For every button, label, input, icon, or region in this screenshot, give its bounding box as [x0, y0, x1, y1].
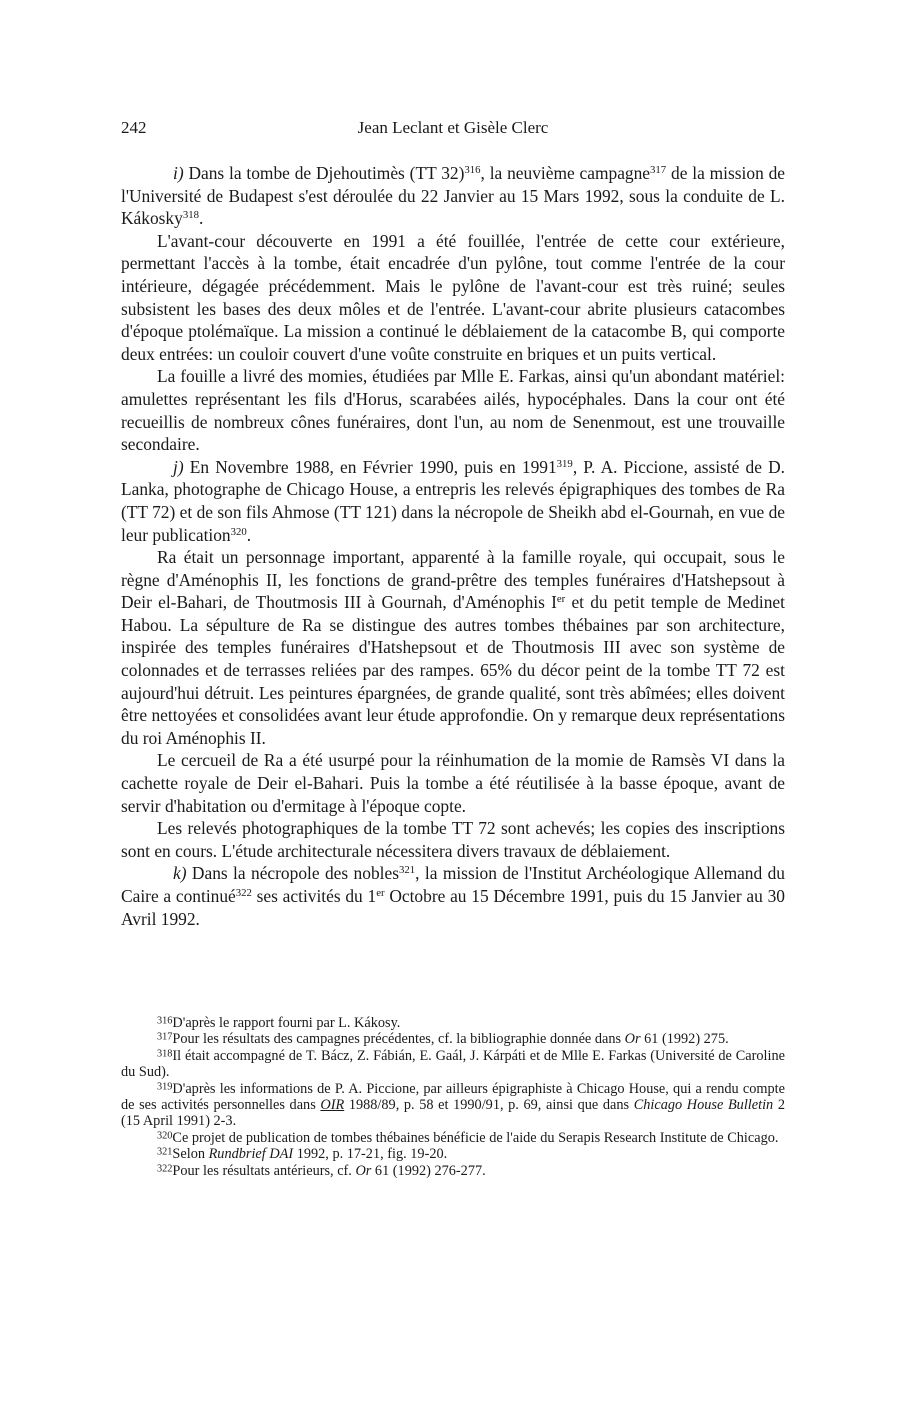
footnote-318: $^{318}$Il était accompagné de T. Bácz, Z. Fábián, E. Gaál, J. Kárpáti et de Mlle E. Farkas (Université de Caroline du Sud).	[121, 1047, 785, 1081]
paragraph-k: k) Dans la nécropole des nobles$^{321}$, la mission de l'Institut Archéologique Allemand du Caire a continué$^{322}$ ses activités du 1er Octobre au 15 Décembre 1991, puis du 15 Janvier au 30 Avril 1992.	[121, 863, 785, 929]
footnote-number: 321	[157, 1146, 173, 1158]
paragraph-j: j) En Novembre 1988, en Février 1990, puis en 1991$^{319}$, P. A. Piccione, assisté de D. Lanka, photographe de Chicago House, a entrepris les relevés épigraphiques des tombes de Ra (TT 72) et de son fils Ahmose (TT 121) dans la nécropole de Sheikh abd el-Gournah, en vue de leur publication$^{320}$.	[121, 456, 785, 545]
item-marker: k)	[173, 863, 187, 884]
footnote-number: 319	[157, 1081, 173, 1093]
footnote-number: 317	[157, 1031, 173, 1043]
paragraph: L'avant-cour découverte en 1991 a été fouillée, l'entrée de cette cour extérieure, permettant l'accès à la tombe, était encadrée d'un pylône, tout comme l'entrée de la cour intérieure, dégagée précédemment. Mais le pylône de l'avant-cour est très ruiné; seules subsistent les bases des deux môles et de l'entrée. L'avant-cour abrite plusieurs catacombes d'époque ptolémaïque. La mission a continué le déblaiement de la catacombe B, qui comporte deux entrées: un couloir couvert d'une voûte construite en briques et un puits vertical.	[121, 230, 785, 364]
footnote-ref: 320	[230, 525, 247, 538]
footnote-317: $^{317}$Pour les résultats des campagnes précédentes, cf. la bibliographie donnée dans Or 61 (1992) 275.	[157, 1031, 729, 1048]
footnote-320: $^{320}$Ce projet de publication de tombes thébaines bénéficie de l'aide du Serapis Research Institute de Chicago.	[157, 1129, 779, 1146]
footnote-319: $^{319}$D'après les informations de P. A. Piccione, par ailleurs épigraphiste à Chicago House, qui a rendu compte de ses activités personnelles dans OIR 1988/89, p. 58 et 1990/91, p. 69, ainsi que dans Chicago House Bulletin 2 (15 April 1991) 2-3.	[121, 1080, 785, 1130]
footnote-322: $^{322}$Pour les résultats antérieurs, cf. Or 61 (1992) 276-277.	[157, 1162, 486, 1179]
superscript: er	[556, 593, 566, 606]
page-header	[121, 118, 785, 142]
paragraph: La fouille a livré des momies, étudiées par Mlle E. Farkas, ainsi qu'un abondant matériel: amulettes représentant les fils d'Horus, scarabées ailés, hypocéphales. Dans la cour ont été recueillis de nombreux cônes funéraires, dont l'un, au nom de Senenmout, est une trouvaille secondaire.	[121, 366, 785, 455]
footnote-number: 316	[157, 1015, 173, 1027]
footnote-number: 318	[157, 1048, 173, 1060]
footnote-ref: 317	[650, 164, 667, 177]
paragraph-i: i) Dans la tombe de Djehoutimès (TT 32)$^{316}$, la neuvième campagne$^{317}$ de la mission de l'Université de Budapest s'est déroulée du 22 Janvier au 15 Mars 1992, sous la conduite de L. Kákosky$^{318}$.	[121, 163, 786, 229]
footnote-ref: 321	[398, 864, 416, 877]
footnote-ref: 318	[182, 209, 199, 222]
footnotes	[121, 1015, 785, 1179]
item-marker: j)	[173, 456, 184, 477]
running-head: Jean Leclant et Gisèle Clerc	[357, 118, 549, 137]
item-marker: i)	[173, 163, 184, 183]
footnote-321: $^{321}$Selon Rundbrief DAI 1992, p. 17-21, fig. 19-20.	[157, 1146, 448, 1163]
paragraph: Les relevés photographiques de la tombe TT 72 sont achevés; les copies des inscriptions sont en cours. L'étude architecturale nécessitera divers travaux de déblaiement.	[121, 818, 785, 861]
paragraph: Le cercueil de Ra a été usurpé pour la réinhumation de la momie de Ramsès VI dans la cachette royale de Deir el-Bahari. Puis la tombe a été réutilisée à la basse époque, avant de servir d'habitation ou d'ermitage à l'époque copte.	[121, 750, 785, 816]
footnote-number: 322	[157, 1163, 173, 1175]
paragraph: Ra était un personnage important, apparenté à la famille royale, qui occupait, sous le règne d'Aménophis II, les fonctions de grand-prêtre des temples funéraires d'Hatshepsout à Deir el-Bahari, de Thoutmosis III à Gournah, d'Aménophis Ier et du petit temple de Medinet Habou. La sépulture de Ra se distingue des autres tombes thébaines par son architecture, inspirée des temples funéraires d'Hatshepsout et de Thoutmosis III avec son système de colonnades et de terrasses reliées par des rampes. 65% du décor peint de la tombe TT 72 est aujourd'hui détruit. Les peintures épargnées, de grande qualité, sont très abîmées; elles doivent être nettoyées et consolidées avant leur étude approfondie. On y remarque deux représentations du roi Aménophis II.	[121, 547, 785, 748]
footnote-ref: 322	[235, 887, 252, 900]
footnote-316: $^{316}$D'après le rapport fourni par L. Kákosy.	[157, 1015, 401, 1031]
footnote-ref: 316	[464, 164, 481, 177]
superscript: er	[376, 887, 385, 900]
footnote-ref: 319	[556, 457, 573, 470]
footnote-number: 320	[157, 1130, 173, 1142]
body-text	[121, 162, 785, 930]
page-number: 242	[121, 118, 147, 137]
